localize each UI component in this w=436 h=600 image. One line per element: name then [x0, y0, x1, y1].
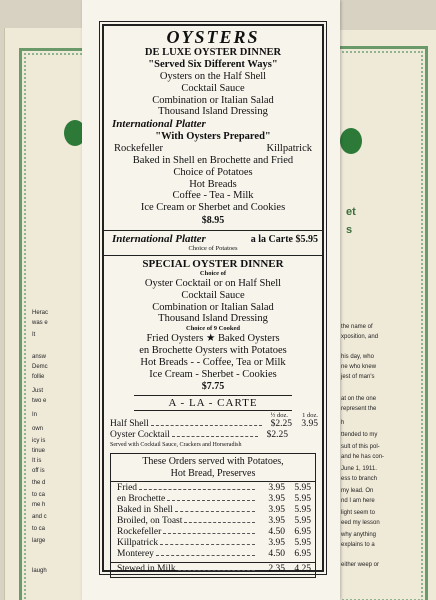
item-name: Baked in Shell	[117, 504, 173, 515]
right-page-text-fragment: nd I am here	[341, 498, 375, 504]
right-page-text-fragment: explains to a	[341, 542, 375, 548]
right-page-text-fragment: my lead. On	[341, 488, 374, 494]
green-seal-right	[340, 128, 362, 154]
platter-item: Ice Cream or Sherbet and Cookies	[140, 202, 286, 214]
menu-item-row	[111, 538, 315, 549]
menu-item-row	[111, 483, 315, 494]
price-half-dozen: 3.95	[268, 493, 285, 504]
deluxe-item: Combination or Italian Salad	[152, 94, 274, 106]
special-item: Ice Cream - Sherbet - Cookies	[149, 368, 277, 380]
menu-item-half-shell	[104, 419, 322, 430]
right-page-text-fragment: his day, who	[341, 354, 374, 360]
platter-item: Coffee - Tea - Milk	[172, 190, 254, 202]
menu-item-row	[111, 527, 315, 538]
right-page-text-fragment: represent the	[341, 406, 377, 412]
left-page-text-fragment: and c	[32, 514, 47, 520]
leader-dots	[175, 511, 255, 512]
item-name: Killpatrick	[117, 537, 159, 548]
leader-dots	[172, 436, 258, 437]
platter-item: Hot Breads	[189, 178, 237, 190]
price-dozen: 3.95	[301, 419, 318, 430]
divider	[111, 562, 315, 563]
orders-intro: Hot Bread, Preserves	[170, 468, 256, 480]
platter-alacarte-label: a la Carte	[250, 233, 293, 245]
item-name: Monterey	[117, 548, 154, 559]
right-page-text-fragment: ttended to my	[341, 432, 378, 438]
left-page-text-fragment: large	[32, 538, 46, 544]
deluxe-tagline: "Served Six Different Ways"	[148, 59, 278, 70]
special-item: Thousand Island Dressing	[158, 313, 268, 325]
leader-dots	[160, 544, 255, 545]
menu-item-oyster-cocktail	[104, 430, 322, 441]
item-name: Half Shell	[110, 419, 149, 430]
deluxe-item: Oysters on the Half Shell	[159, 71, 267, 82]
divider	[134, 410, 292, 411]
right-page-text-fragment: June 1, 1911.	[341, 466, 377, 472]
platter-heading: International Platter	[112, 118, 206, 131]
alacarte-heading: A - LA - CARTE	[168, 397, 258, 410]
price-dozen: 5.95	[294, 482, 311, 493]
deluxe-item: Thousand Island Dressing	[158, 106, 268, 118]
platter-item: Choice of Potatoes	[173, 166, 253, 178]
item-name: Stewed in Milk	[117, 563, 176, 574]
platter-option: Rockefeller	[114, 143, 163, 155]
right-page-text-fragment: eed my lesson	[341, 520, 380, 526]
menu-item-stewed	[111, 564, 315, 575]
left-page-text-fragment: me h	[32, 502, 46, 508]
price: $2.25	[266, 430, 288, 441]
price-dozen: 6.95	[294, 548, 311, 559]
platter-row	[104, 143, 322, 155]
left-page-text-fragment: own	[32, 426, 44, 432]
special-fried-line: Fried Oysters ★ Baked Oysters	[146, 333, 280, 345]
menu-item-row	[111, 505, 315, 516]
divider	[134, 395, 292, 396]
special-item: Combination or Italian Salad	[152, 301, 274, 313]
platter-alacarte-row	[104, 233, 322, 245]
leader-dots	[139, 489, 255, 490]
leader-dots	[167, 500, 255, 501]
left-page-text-fragment: laugh	[32, 568, 47, 574]
left-page-text-fragment: In	[32, 412, 38, 418]
left-page-text-fragment: was e	[32, 320, 48, 326]
item-name: Fried	[117, 482, 138, 493]
platter-option: Killpatrick	[266, 143, 312, 155]
left-page-text-fragment: to ca	[32, 492, 46, 498]
special-price: $7.75	[201, 381, 225, 393]
price-half-dozen: $2.25	[270, 419, 292, 430]
menu-item-row	[111, 516, 315, 527]
right-page-text-fragment: either weep or	[341, 562, 380, 568]
right-page-text-fragment: h	[341, 420, 345, 426]
half-dozen-header: ½ doz.	[270, 412, 288, 420]
price-half-dozen: 3.95	[268, 537, 285, 548]
right-page-text-fragment: ess to branch	[341, 476, 378, 482]
special-item: Cocktail Sauce	[181, 289, 245, 301]
price-half-dozen: 3.95	[268, 515, 285, 526]
orders-intro: These Orders served with Potatoes,	[142, 456, 284, 468]
served-note: Served with Cocktail Sauce, Crackers and Horseradish	[110, 442, 242, 449]
green-fragment: s	[346, 224, 353, 236]
price-dozen: 5.95	[294, 493, 311, 504]
orders-box	[110, 453, 316, 578]
platter-preparations: Baked in Shell en Brochette and Fried	[132, 154, 294, 166]
price-dozen: 5.95	[294, 515, 311, 526]
divider	[104, 230, 322, 231]
left-page-text-fragment: answ	[32, 354, 47, 360]
oyster-menu-card	[82, 0, 340, 600]
left-page-text-fragment: off is	[32, 468, 45, 474]
price-half-dozen: 2.35	[268, 563, 285, 574]
divider	[111, 481, 315, 482]
leader-dots	[178, 570, 255, 571]
menu-frame	[102, 24, 324, 572]
dozen-header: 1 doz.	[302, 412, 318, 420]
platter-alacarte-note: Choice of Potatoes	[188, 244, 238, 252]
price-dozen: 6.95	[294, 526, 311, 537]
deluxe-item: Cocktail Sauce	[181, 82, 245, 94]
price-half-dozen: 3.95	[268, 504, 285, 515]
left-page-text-fragment: It	[32, 332, 36, 338]
special-item: en Brochette Oysters with Potatoes	[139, 344, 287, 356]
right-page-text-fragment: ne who knew	[341, 364, 377, 370]
price-dozen: 5.95	[294, 537, 311, 548]
right-page-text-fragment: at on the one	[341, 396, 377, 402]
left-page-text-fragment: follie	[32, 374, 45, 380]
item-name: Broiled, on Toast	[117, 515, 183, 526]
left-page-text-fragment: the d	[32, 480, 46, 486]
deluxe-heading: DE LUXE OYSTER DINNER	[144, 47, 282, 58]
leader-dots	[156, 555, 255, 556]
green-fragment: et	[346, 206, 356, 218]
special-item: Hot Breads - - Coffee, Tea or Milk	[140, 356, 286, 368]
right-page-text-fragment: the name of	[341, 324, 373, 330]
platter-alacarte-price: $5.95	[295, 233, 318, 245]
menu-title: OYSTERS	[166, 27, 260, 47]
leader-dots	[151, 425, 262, 426]
special-heading: SPECIAL OYSTER DINNER	[142, 257, 284, 270]
platter-tagline: "With Oysters Prepared"	[155, 131, 271, 143]
special-item: Oyster Cocktail or on Half Shell	[144, 277, 282, 289]
menu-item-row	[111, 494, 315, 505]
item-name: Oyster Cocktail	[110, 430, 170, 441]
price-half-dozen: 4.50	[268, 526, 285, 537]
left-page-text-fragment: icy is	[32, 438, 46, 444]
right-page-text-fragment: sult of this pol-	[341, 444, 380, 450]
divider	[104, 255, 322, 256]
right-page-text-fragment: xposition, and	[341, 334, 379, 340]
left-page-text-fragment: to ca	[32, 526, 46, 532]
left-page-text-fragment: two e	[32, 398, 47, 404]
left-page-text-fragment: tinue	[32, 448, 46, 454]
left-page-text-fragment: Herac	[32, 310, 49, 316]
right-page-text-fragment: why anything	[341, 532, 377, 538]
left-page-text-fragment: It is	[32, 458, 42, 464]
left-page-text-fragment: Demc	[32, 364, 48, 370]
right-page-text-fragment: jest of man's	[341, 374, 375, 380]
item-name: Rockefeller	[117, 526, 162, 537]
left-page-text-fragment: Just	[32, 388, 44, 394]
item-name: en Brochette	[117, 493, 166, 504]
platter-alacarte-name: International Platter	[112, 232, 206, 245]
special-choice-cooked: Choice of 9 Cooked	[186, 325, 240, 333]
price-half-dozen: 4.50	[268, 548, 285, 559]
right-page-text-fragment: and he has con-	[341, 454, 385, 460]
orders-list	[111, 483, 315, 560]
special-choice: Choice of	[199, 269, 227, 277]
right-page-text-fragment: light seem to	[341, 510, 376, 516]
menu-item-row	[111, 549, 315, 560]
platter-price: $8.95	[201, 214, 225, 226]
leader-dots	[184, 522, 255, 523]
price-dozen: 5.95	[294, 504, 311, 515]
price-half-dozen: 3.95	[268, 482, 285, 493]
leader-dots	[163, 533, 255, 534]
price-dozen: 4.25	[294, 563, 311, 574]
